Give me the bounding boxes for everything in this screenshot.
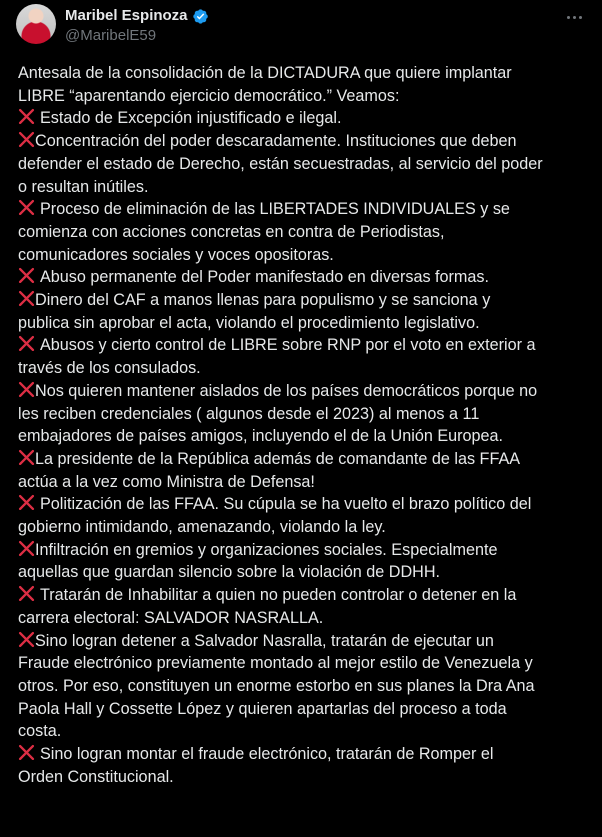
tweet-line [18, 357, 590, 380]
tweet-line [18, 312, 590, 335]
tweet-line-text: Infiltración en gremios y organizaciones sociales. Especialmente [35, 540, 498, 559]
tweet-line [18, 493, 590, 516]
tweet-line-text: costa. [18, 722, 62, 741]
tweet-line [18, 584, 590, 607]
tweet-line [18, 85, 590, 108]
tweet-line-text: Concentración del poder descaradamente. Instituciones que deben [35, 132, 517, 151]
tweet-line [18, 539, 590, 562]
cross-mark-icon [18, 585, 35, 602]
tweet-line [18, 266, 590, 289]
cross-mark-icon [18, 131, 35, 148]
more-options-icon [567, 16, 570, 19]
tweet-line [18, 130, 590, 153]
tweet-line [18, 153, 590, 176]
tweet-line [18, 176, 590, 199]
tweet-line-text: Politización de las FFAA. Su cúpula se ha vuelto el brazo político del [40, 495, 532, 514]
tweet-line [18, 743, 590, 766]
tweet-line [18, 720, 590, 743]
tweet-line-text: Abuso permanente del Poder manifestado en diversas formas. [40, 268, 490, 287]
cross-mark-icon [18, 267, 35, 284]
tweet-line-text: Tratarán de Inhabilitar a quien no pueden controlar o detener en la [40, 586, 517, 605]
tweet-line-text: Nos quieren mantener aislados de los países democráticos porque no [35, 381, 538, 400]
tweet-line-text: embajadores de países amigos, incluyendo el de la Unión Europea. [18, 427, 504, 446]
tweet-line-text: Fraude electrónico previamente montado al mejor estilo de Venezuela y [18, 654, 533, 673]
tweet-line-text: actúa a la vez como Ministra de Defensa! [18, 472, 315, 491]
tweet-line [18, 221, 590, 244]
tweet-line-text: Paola Hall y Cossette López y quieren apartarlas del proceso a toda [18, 699, 507, 718]
tweet-line [18, 630, 590, 653]
author-handle[interactable]: @MaribelE59 [65, 27, 157, 44]
cross-mark-icon [18, 199, 35, 216]
tweet-line-text: defender el estado de Derecho, están secuestradas, al servicio del poder [18, 154, 543, 173]
tweet-line-text: Dinero del CAF a manos llenas para populismo y se sanciona y [35, 291, 491, 310]
tweet-line [18, 471, 590, 494]
tweet-line [18, 289, 590, 312]
tweet-line-text: Abusos y cierto control de LIBRE sobre RNP por el voto en exterior a [40, 336, 536, 355]
tweet-line-text: publica sin aprobar el acta, violando el procedimiento legislativo. [18, 313, 480, 332]
verified-badge-icon [192, 8, 209, 25]
tweet-line [18, 62, 590, 85]
tweet-line [18, 403, 590, 426]
more-options-button[interactable] [560, 6, 588, 28]
tweet-text [18, 62, 590, 789]
author-name-row[interactable] [65, 7, 209, 25]
avatar[interactable] [16, 4, 56, 44]
tweet-line [18, 561, 590, 584]
tweet-line-text: carrera electoral: SALVADOR NASRALLA. [18, 608, 324, 627]
tweet-line-text: LIBRE “aparentando ejercicio democrático.” Veamos: [18, 86, 400, 105]
display-name[interactable]: Maribel Espinoza [65, 7, 188, 24]
tweet-line-text: o resultan inútiles. [18, 177, 149, 196]
tweet-line [18, 425, 590, 448]
tweet-line-text: La presidente de la República además de comandante de las FFAA [35, 449, 521, 468]
tweet-line-text: gobierno intimidando, amenazando, violando la ley. [18, 518, 386, 537]
tweet-line-text: Estado de Excepción injustificado e ilegal. [40, 109, 342, 128]
more-options-dot [579, 16, 582, 19]
cross-mark-icon [18, 449, 35, 466]
cross-mark-icon [18, 494, 35, 511]
tweet-line [18, 652, 590, 675]
tweet-line-text: Orden Constitucional. [18, 767, 174, 786]
tweet-line [18, 107, 590, 130]
cross-mark-icon [18, 540, 35, 557]
tweet-line [18, 698, 590, 721]
tweet-line-text: través de los consulados. [18, 359, 201, 378]
tweet-line [18, 448, 590, 471]
cross-mark-icon [18, 744, 35, 761]
cross-mark-icon [18, 290, 35, 307]
tweet-line-text: aquellas que guardan silencio sobre la violación de DDHH. [18, 563, 441, 582]
tweet-line-text: Sino logran detener a Salvador Nasralla, tratarán de ejecutar un [35, 631, 494, 650]
tweet-line-text: comienza con acciones concretas en contra de Periodistas, [18, 222, 445, 241]
more-options-dot [573, 16, 576, 19]
tweet-line [18, 334, 590, 357]
tweet-line-text: otros. Por eso, constituyen un enorme estorbo en sus planes la Dra Ana [18, 676, 535, 695]
tweet-line-text: comunicadores sociales y voces opositoras. [18, 245, 334, 264]
cross-mark-icon [18, 335, 35, 352]
cross-mark-icon [18, 381, 35, 398]
cross-mark-icon [18, 108, 35, 125]
tweet-line-text: Antesala de la consolidación de la DICTADURA que quiere implantar [18, 64, 512, 82]
tweet-line [18, 766, 590, 789]
tweet-line [18, 380, 590, 403]
tweet-header [0, 0, 602, 60]
tweet-line-text: Proceso de eliminación de las LIBERTADES INDIVIDUALES y se [40, 200, 510, 219]
tweet-line [18, 675, 590, 698]
tweet-line [18, 244, 590, 267]
tweet-line [18, 198, 590, 221]
tweet-line [18, 516, 590, 539]
cross-mark-icon [18, 631, 35, 648]
tweet-line-text: les reciben credenciales ( algunos desde el 2023) al menos a 11 [18, 404, 480, 423]
tweet-line-text: Sino logran montar el fraude electrónico, tratarán de Romper el [40, 745, 494, 764]
tweet-line [18, 607, 590, 630]
